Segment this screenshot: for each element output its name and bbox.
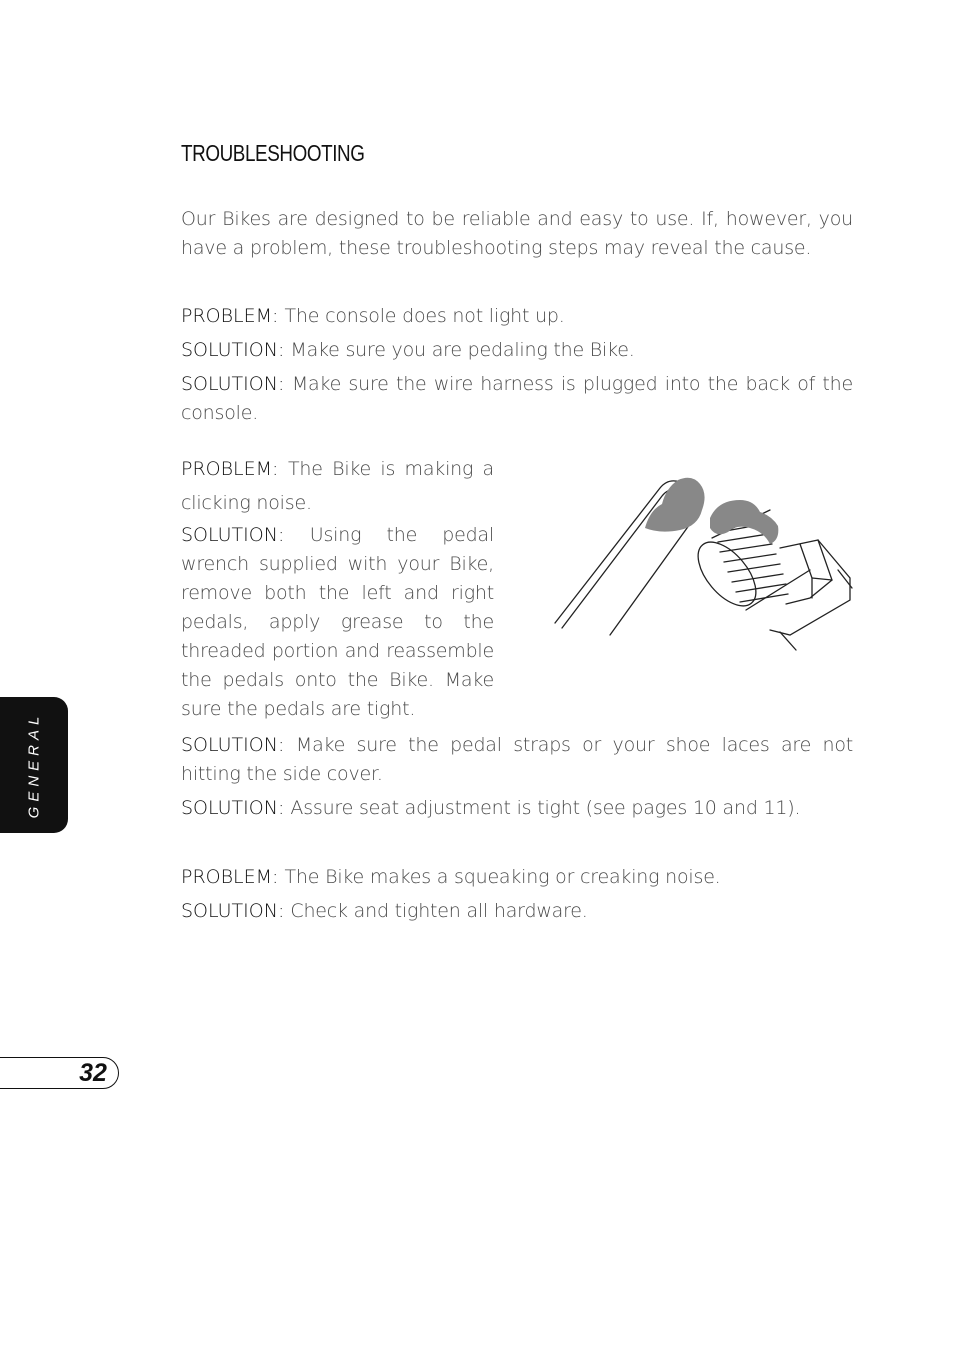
solution-label: SOLUTION: — [181, 524, 285, 546]
problem-text: The Bike is making a clicking noise. — [181, 458, 494, 514]
problem-text: The console does not light up. — [284, 305, 565, 327]
problem-label: PROBLEM: — [181, 866, 279, 888]
solution-text: Make sure the pedal straps or your shoe laces are not hitting the side cover. — [181, 734, 853, 785]
solution-label: SOLUTION: — [181, 373, 285, 395]
solution-text: Check and tighten all hardware. — [290, 900, 588, 922]
solution-label: SOLUTION: — [181, 900, 285, 922]
page-number: 32 — [79, 1059, 107, 1087]
intro-text: Our Bikes are designed to be reliable and easy to use. If, however, you have a problem, these troubleshooting steps may reveal the cause. — [181, 208, 853, 259]
solution-label: SOLUTION: — [181, 797, 285, 819]
problem-console — [181, 302, 853, 331]
intro-paragraph — [181, 205, 853, 263]
problem-squeaking — [181, 863, 853, 892]
solution-hardware — [181, 897, 853, 926]
solution-grease-pedals — [181, 521, 494, 724]
solution-text: Make sure the wire harness is plugged into the back of the console. — [181, 373, 853, 424]
solution-pedaling — [181, 336, 853, 365]
solution-wire-harness — [181, 370, 853, 428]
solution-text: Using the pedal wrench supplied with your Bike, remove both the left and right pedals, apply grease to the threaded portion and reassemble the pedals onto the Bike. Make sure the pedals are tight. — [181, 524, 494, 720]
solution-label: SOLUTION: — [181, 734, 285, 756]
problem-text: The Bike makes a squeaking or creaking noise. — [284, 866, 721, 888]
solution-seat-adjustment — [181, 794, 853, 823]
problem-label: PROBLEM: — [181, 305, 279, 327]
problem-clicking — [181, 452, 494, 520]
solution-text: Assure seat adjustment is tight (see pages 10 and 11). — [290, 797, 801, 819]
solution-text: Make sure you are pedaling the Bike. — [290, 339, 635, 361]
problem-label: PROBLEM: — [181, 458, 279, 480]
solution-straps — [181, 731, 853, 789]
side-tab-label: GENERAL — [25, 711, 43, 819]
solution-label: SOLUTION: — [181, 339, 285, 361]
section-title: TROUBLESHOOTING — [181, 140, 365, 166]
pedal-thread-illustration — [550, 470, 860, 660]
